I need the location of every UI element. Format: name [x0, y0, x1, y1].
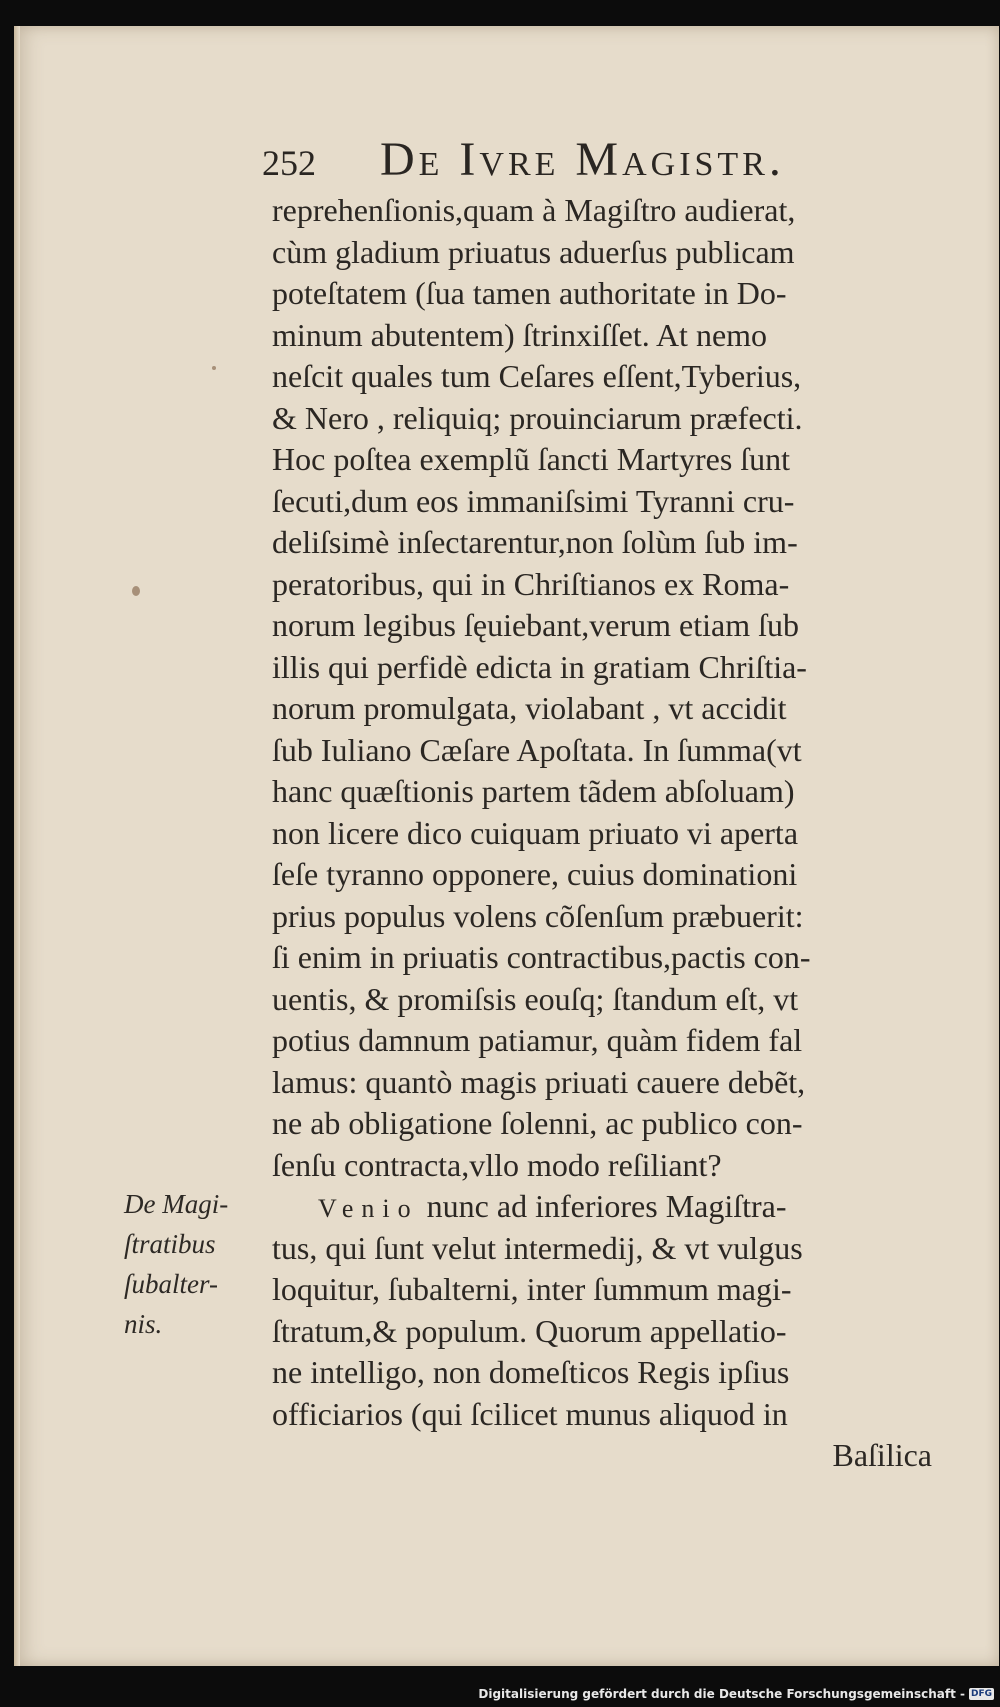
catchword: Baſilica [832, 1437, 932, 1473]
text-line: poteſtatem (ſua tamen authoritate in Do- [272, 275, 787, 311]
margin-note-line: De Magi- [124, 1189, 229, 1219]
text-line: deliſsimè inſectarentur,non ſolùm ſub im- [272, 524, 798, 560]
margin-note-line: ſubalter- [124, 1269, 218, 1299]
body-text [272, 190, 932, 1477]
ink-spot [212, 366, 216, 370]
page-header [262, 132, 942, 184]
text-line: ſeſe tyranno opponere, cuius dominationi [272, 856, 798, 892]
dfg-logo-icon: DFG [970, 1689, 992, 1699]
opening-line-text: nunc ad inferiores Magiſtra- [418, 1188, 787, 1224]
text-line: officiarios (qui ſcilicet munus aliquod in [272, 1395, 788, 1432]
text-line: uentis, & promiſsis eouſq; ſtandum eſt, vt [272, 980, 799, 1017]
text-line: hanc quæſtionis partem tãdem abſoluam) [272, 773, 795, 809]
text-line: cùm gladium priuatus aduerſus publicam [272, 233, 795, 270]
text-line: prius populus volens cõſenſum præbuerit: [272, 897, 804, 934]
digitization-credit [478, 1683, 994, 1705]
text-line: lamus: quantò magis priuati cauere debẽt, [272, 1063, 806, 1100]
lead-word: Venio [318, 1194, 419, 1223]
page-number: 252 [262, 143, 316, 183]
text-line: minum abutentem) ſtrinxiſſet. At nemo [272, 316, 768, 353]
text-line: potius damnum patiamur, quàm fidem fal [272, 1022, 803, 1058]
text-line: ſecuti,dum eos immaniſsimi Tyranni cru- [272, 482, 795, 519]
text-line: ſtratum,& populum. Quorum appellatio- [272, 1312, 787, 1349]
text-line: & Nero , reliquiq; prouinciarum præfecti. [272, 399, 803, 436]
text-line: tus, qui ſunt velut intermedij, & vt vulgus [272, 1229, 803, 1266]
text-line: non licere dico cuiquam priuato vi aperta [272, 814, 799, 851]
text-line: ſub Iuliano Cæſare Apoſtata. In ſumma(vt [272, 731, 802, 768]
text-line: ſenſu contracta,vllo modo reſiliant? [272, 1146, 722, 1183]
ink-spot [132, 586, 140, 596]
running-title: De Ivre Magistr. [380, 133, 785, 186]
margin-note-line: nis. [124, 1309, 163, 1339]
text-line: ne intelligo, non domeſticos Regis ipſius [272, 1354, 790, 1390]
text-line: loquitur, ſubalterni, inter ſummum magi- [272, 1271, 792, 1307]
text-line: norum promulgata, violabant , vt accidit [272, 690, 787, 726]
text-line: ſi enim in priuatis contractibus,pactis con- [272, 939, 811, 975]
credit-text: Digitalisierung gefördert durch die Deutsche Forschungsgemeinschaft - [478, 1687, 965, 1701]
paragraph-opening-line [272, 1186, 932, 1228]
text-line: illis qui perfidè edicta in gratiam Chriſtia- [272, 648, 807, 685]
margin-note-line: ſtratibus [124, 1229, 216, 1259]
text-line: neſcit quales tum Ceſares eſſent,Tyberius, [272, 358, 802, 394]
margin-note [124, 1184, 274, 1344]
text-line: ne ab obligatione ſolenni, ac publico con- [272, 1105, 803, 1141]
page-gutter-shadow [14, 26, 20, 1666]
text-line: Hoc poſtea exemplũ ſancti Martyres ſunt [272, 441, 791, 477]
text-line: peratoribus, qui in Chriſtianos ex Roma- [272, 565, 790, 602]
text-line: norum legibus ſęuiebant,verum etiam ſub [272, 607, 799, 643]
text-line: reprehenſionis,quam à Magiſtro audierat, [272, 192, 796, 228]
